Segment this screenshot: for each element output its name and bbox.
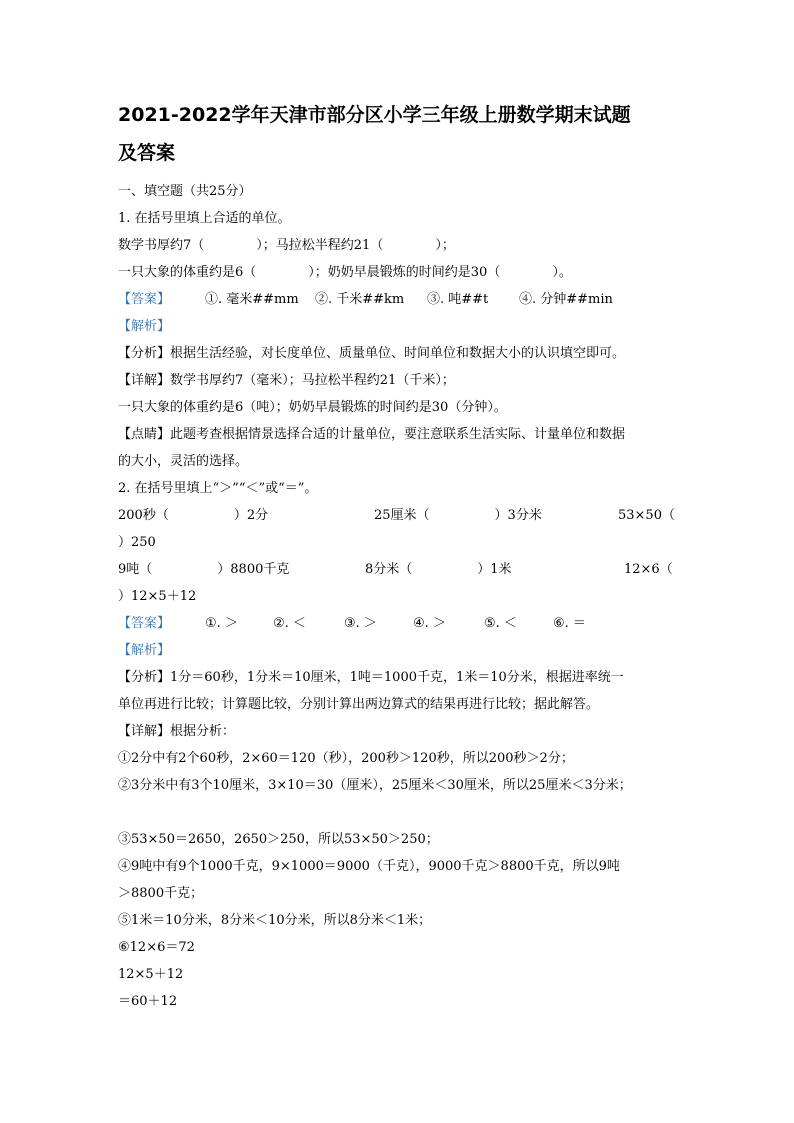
q2-xiangjie-text: 根据分析：: [170, 724, 236, 739]
q1-dianjing-line2: 的大小，灵活的选择。: [118, 454, 249, 469]
q2-answer-1: ①. ＞: [205, 616, 238, 631]
q1-fenxi-tag: 【分析】: [118, 346, 171, 361]
q1-line2: 一只大象的体重约是6（ ）；奶奶早晨锻炼的时间约是30（ ）。: [118, 265, 572, 280]
q1-fenxi: [118, 340, 684, 367]
q2-row2-continued: ）12×5＋12: [118, 589, 197, 604]
q2-step-6-line3: ＝60＋12: [118, 994, 178, 1009]
q1-answer-4: ④. 分钟##min: [519, 292, 613, 307]
q1-xiangjie-text: 数学书厚约7（毫米）；马拉松半程约21（千米）；: [170, 373, 455, 388]
q2-row1: [118, 502, 684, 529]
blank-line: [118, 799, 684, 826]
document-title-line1: 2021-2022学年天津市部分区小学三年级上册数学期末试题: [118, 104, 631, 126]
q2-stem: 2. 在括号里填上“＞”“＜”或“＝”。: [118, 481, 318, 496]
q1-xiangjie: [118, 367, 684, 394]
q2-answer-row: [118, 610, 684, 637]
q1-line1: 数学书厚约7（ ）；马拉松半程约21（ ）；: [118, 238, 455, 253]
q2-step-6: ⑥12×6＝72: [118, 940, 195, 955]
q1-answer-2: ②. 千米##km: [315, 292, 405, 307]
q2-row1-continued: ）250: [118, 535, 156, 550]
q1-analysis-tag: 【解析】: [118, 319, 171, 334]
q2-answer-3: ③. ＞: [344, 616, 377, 631]
q2-step-6-line2: 12×5＋12: [118, 967, 184, 982]
q2-row1-item2: 25厘米（ ）3分米: [374, 508, 542, 523]
q2-analysis-tag: 【解析】: [118, 643, 171, 658]
q2-answer-4: ④. ＞: [413, 616, 446, 631]
q1-dianjing-text: 此题考查根据情景选择合适的计量单位，要注意联系生活实际、计量单位和数据: [170, 427, 626, 442]
q2-step-4-continued: ＞8800千克；: [118, 886, 204, 901]
q2-row2-item3: 12×6（: [624, 562, 673, 577]
q2-row1-item1: 200秒（ ）2分: [118, 508, 269, 523]
q2-xiangjie-tag: 【详解】: [118, 724, 171, 739]
q2-row2: [118, 556, 684, 583]
q2-fenxi: [118, 664, 684, 691]
q2-step-1: ①2分中有2个60秒，2×60＝120（秒），200秒＞120秒，所以200秒＞2分；: [118, 751, 574, 766]
q2-answer-2: ②. ＜: [273, 616, 306, 631]
q1-dianjing-tag: 【点睛】: [118, 427, 171, 442]
q1-answer-1: ①. 毫米##mm: [205, 292, 299, 307]
q2-fenxi-line2: 单位再进行比较；计算题比较，分别计算出两边算式的结果再进行比较；据此解答。: [118, 697, 600, 712]
document-title-line2: 及答案: [118, 142, 176, 164]
q2-answer-5: ⑤. ＜: [484, 616, 517, 631]
q1-dianjing: [118, 421, 684, 448]
q2-answer-6: ⑥. ＝: [553, 616, 586, 631]
q2-row2-item1: 9吨（ ）8800千克: [118, 562, 290, 577]
q2-step-3: ③53×50＝2650，2650＞250，所以53×50＞250；: [118, 832, 439, 847]
q1-xiangjie-line2: 一只大象的体重约是6（吨）；奶奶早晨锻炼的时间约是30（分钟）。: [118, 400, 507, 415]
q1-answer-3: ③. 吨##t: [427, 292, 489, 307]
q1-answer-row: [118, 286, 684, 313]
q2-answer-tag: 【答案】: [118, 616, 171, 631]
q2-fenxi-text: 1分＝60秒，1分米＝10厘米，1吨＝1000千克，1米＝10分米，根据进率统一: [170, 670, 624, 685]
q2-fenxi-tag: 【分析】: [118, 670, 171, 685]
q2-xiangjie: [118, 718, 684, 745]
q2-row1-item3: 53×50（: [618, 508, 675, 523]
q1-fenxi-text: 根据生活经验，对长度单位、质量单位、时间单位和数据大小的认识填空即可。: [170, 346, 626, 361]
document-page: [118, 96, 684, 1015]
q2-row2-item2: 8分米（ ）1米: [365, 562, 512, 577]
section-heading: 一、填空题（共25分）: [118, 184, 252, 199]
q1-stem: 1. 在括号里填上合适的单位。: [118, 211, 291, 226]
q2-step-4: ④9吨中有9个1000千克，9×1000＝9000（千克），9000千克＞8800千克，所以9吨: [118, 859, 620, 874]
q2-step-5: ⑤1米＝10分米，8分米＜10分米，所以8分米＜1米；: [118, 913, 432, 928]
q2-step-2: ②3分米中有3个10厘米，3×10＝30（厘米），25厘米＜30厘米，所以25厘米＜3分米；: [118, 778, 632, 793]
q1-answer-tag: 【答案】: [118, 292, 171, 307]
q1-xiangjie-tag: 【详解】: [118, 373, 171, 388]
